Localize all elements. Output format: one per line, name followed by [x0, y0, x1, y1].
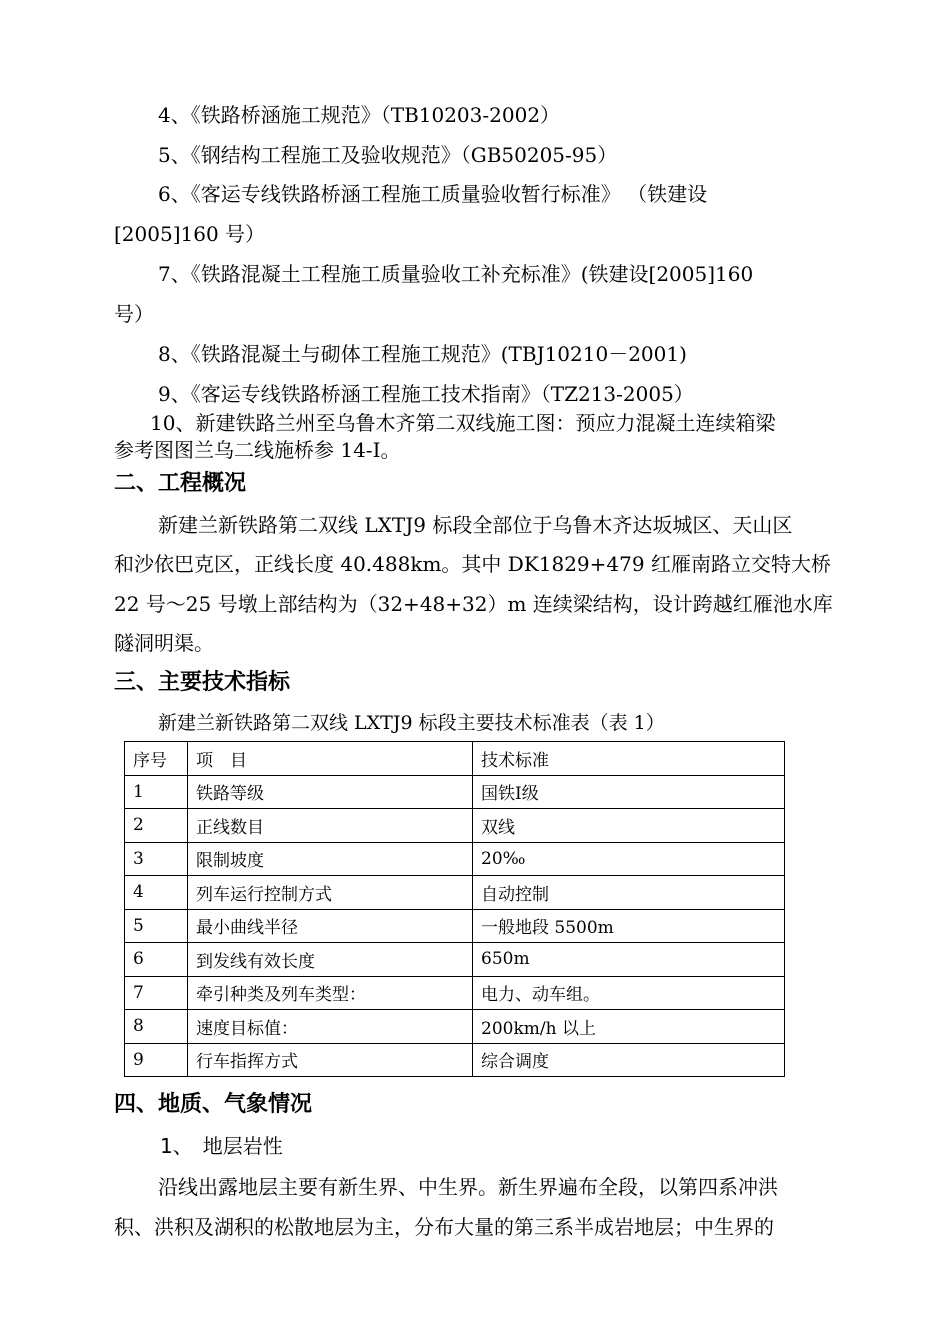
table-row	[125, 842, 785, 876]
header-cell-item: 项 目	[188, 742, 473, 776]
reference-item-6: 6、《客运专线铁路桥涵工程施工质量验收暂行标准》 （铁建设	[158, 182, 708, 206]
reference-item-6-cont: [2005]160 号）	[114, 222, 266, 246]
cell-standard: 20‰	[473, 842, 785, 876]
header-cell-standard: 技术标准	[473, 742, 785, 776]
overview-paragraph-line: 新建兰新铁路第二双线 LXTJ9 标段全部位于乌鲁木齐达坂城区、天山区	[158, 513, 793, 537]
cell-standard: 自动控制	[473, 876, 785, 910]
table-row	[125, 1010, 785, 1044]
table-row	[125, 976, 785, 1010]
table-row	[125, 1043, 785, 1077]
cell-index: 7	[125, 976, 188, 1010]
table-row	[125, 809, 785, 843]
reference-item-10: 10、新建铁路兰州至乌鲁木齐第二双线施工图：预应力混凝土连续箱梁	[150, 411, 776, 435]
overview-paragraph-line: 隧洞明渠。	[114, 631, 214, 655]
cell-index: 1	[125, 775, 188, 809]
subsection-heading-strata: 1、 地层岩性	[160, 1134, 283, 1158]
cell-index: 5	[125, 909, 188, 943]
cell-index: 4	[125, 876, 188, 910]
geology-paragraph-line: 积、洪积及湖积的松散地层为主，分布大量的第三系半成岩地层；中生界的	[114, 1215, 774, 1239]
overview-paragraph-line: 和沙依巴克区，正线长度 40.488km。其中 DK1829+479 红雁南路立交特大桥	[114, 552, 831, 576]
section-heading-tech-indicators: 三、主要技术指标	[114, 670, 291, 695]
cell-standard: 国铁Ⅰ级	[473, 775, 785, 809]
section-heading-overview: 二、工程概况	[114, 471, 247, 496]
reference-item-5: 5、《钢结构工程施工及验收规范》（GB50205-95）	[158, 143, 618, 167]
table-row	[125, 876, 785, 910]
reference-item-10-cont: 参考图图兰乌二线施桥参 14-I。	[114, 438, 401, 462]
cell-item: 限制坡度	[188, 842, 473, 876]
cell-item: 到发线有效长度	[188, 943, 473, 977]
cell-index: 9	[125, 1043, 188, 1077]
table-row	[125, 909, 785, 943]
cell-item: 正线数目	[188, 809, 473, 843]
cell-item: 速度目标值：	[188, 1010, 473, 1044]
cell-item: 最小曲线半径	[188, 909, 473, 943]
cell-item: 铁路等级	[188, 775, 473, 809]
table-row	[125, 775, 785, 809]
table-caption: 新建兰新铁路第二双线 LXTJ9 标段主要技术标准表（表 1）	[158, 712, 665, 734]
cell-index: 6	[125, 943, 188, 977]
cell-index: 2	[125, 809, 188, 843]
reference-item-7: 7、《铁路混凝土工程施工质量验收工补充标准》(铁建设[2005]160	[158, 262, 754, 286]
reference-item-9: 9、《客运专线铁路桥涵工程施工技术指南》（TZ213-2005）	[158, 382, 694, 406]
table-header-row	[125, 742, 785, 776]
cell-index: 3	[125, 842, 188, 876]
reference-item-7-cont: 号）	[114, 302, 154, 326]
cell-standard: 650m	[473, 943, 785, 977]
cell-standard: 电力、动车组。	[473, 976, 785, 1010]
header-cell-index: 序号	[125, 742, 188, 776]
cell-index: 8	[125, 1010, 188, 1044]
table-row	[125, 943, 785, 977]
cell-standard: 一般地段 5500m	[473, 909, 785, 943]
cell-item: 牵引种类及列车类型：	[188, 976, 473, 1010]
cell-item: 行车指挥方式	[188, 1043, 473, 1077]
overview-paragraph-line: 22 号～25 号墩上部结构为（32+48+32）m 连续梁结构，设计跨越红雁池水库	[114, 592, 833, 616]
cell-standard: 200km/h 以上	[473, 1010, 785, 1044]
cell-standard: 双线	[473, 809, 785, 843]
tech-standards-table	[124, 741, 785, 1077]
cell-standard: 综合调度	[473, 1043, 785, 1077]
section-heading-geology: 四、地质、气象情况	[114, 1092, 313, 1117]
cell-item: 列车运行控制方式	[188, 876, 473, 910]
reference-item-4: 4、《铁路桥涵施工规范》（TB10203-2002）	[158, 103, 561, 127]
geology-paragraph-line: 沿线出露地层主要有新生界、中生界。新生界遍布全段，以第四系冲洪	[158, 1175, 778, 1199]
reference-item-8: 8、《铁路混凝土与砌体工程施工规范》(TBJ10210－2001)	[158, 342, 687, 366]
